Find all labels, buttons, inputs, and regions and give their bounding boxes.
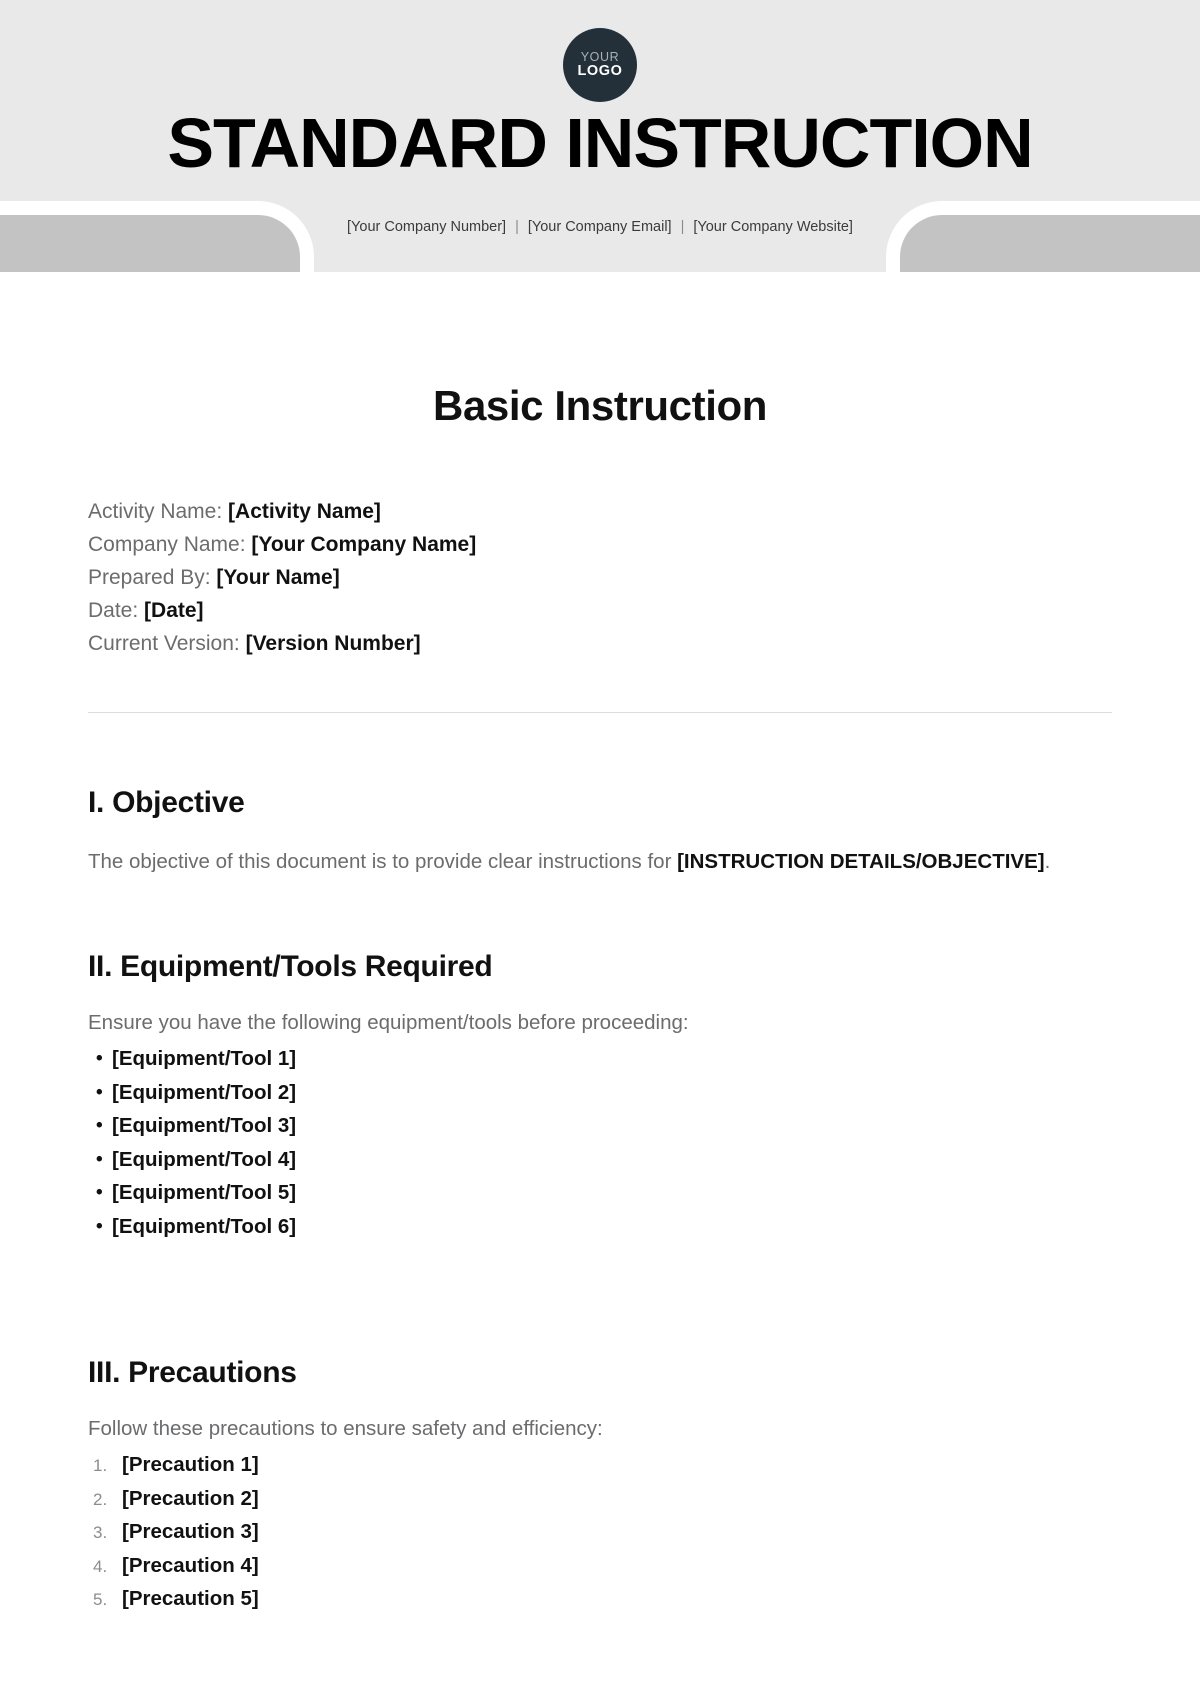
page-title: Basic Instruction xyxy=(433,382,767,429)
meta-label-current-version: Current Version: xyxy=(88,632,240,655)
contact-separator-2: | xyxy=(680,219,685,235)
section-divider xyxy=(88,712,1112,713)
company-website[interactable]: [Your Company Website] xyxy=(693,219,853,235)
list-item[interactable]: • [Equipment/Tool 2] xyxy=(88,1076,1112,1110)
equipment-list xyxy=(88,1042,1112,1243)
logo-text-logo: LOGO xyxy=(577,62,623,79)
meta-value-company-name[interactable]: [Your Company Name] xyxy=(251,533,477,556)
company-logo-placeholder[interactable] xyxy=(563,28,637,102)
document-header xyxy=(0,0,1200,272)
meta-row-date xyxy=(88,594,1112,627)
meta-row-activity-name xyxy=(88,495,1112,528)
document-body xyxy=(0,382,1200,1616)
list-item[interactable]: • [Equipment/Tool 6] xyxy=(88,1210,1112,1244)
list-item[interactable]: [Precaution 2] xyxy=(122,1486,259,1510)
meta-label-activity-name: Activity Name: xyxy=(88,500,223,523)
equipment-lead-in: Ensure you have the following equipment/tools before proceeding: xyxy=(88,1011,689,1034)
meta-value-prepared-by[interactable]: [Your Name] xyxy=(216,566,340,589)
list-item[interactable]: • [Equipment/Tool 1] xyxy=(88,1042,1112,1076)
company-email[interactable]: [Your Company Email] xyxy=(527,219,672,235)
list-item[interactable]: [Precaution 3] xyxy=(122,1520,259,1543)
contact-separator-1: | xyxy=(515,219,519,235)
list-item[interactable]: [Precaution 5] xyxy=(122,1587,259,1610)
document-title: STANDARD INSTRUCTION xyxy=(167,104,1033,182)
meta-row-company-name xyxy=(88,528,1112,561)
objective-paragraph-lead: The objective of this document is to provide clear instructions for xyxy=(88,850,678,873)
list-item[interactable]: [Precaution 1] xyxy=(122,1453,259,1476)
meta-value-date[interactable]: [Date] xyxy=(144,599,204,622)
precautions-list xyxy=(88,1448,1112,1616)
heading-equipment-tools-required: II. Equipment/Tools Required xyxy=(88,950,493,983)
heading-precautions: III. Precautions xyxy=(88,1356,297,1389)
meta-value-current-version[interactable]: [Version Number] xyxy=(245,632,421,655)
list-item[interactable]: • [Equipment/Tool 5] xyxy=(88,1176,1112,1210)
precautions-lead-in: Follow these precautions to ensure safety and efficiency: xyxy=(88,1417,603,1440)
meta-row-current-version xyxy=(88,627,1112,660)
meta-label-date: Date: xyxy=(88,599,139,622)
list-item[interactable]: [Precaution 4] xyxy=(122,1553,259,1577)
logo-text-your: YOUR xyxy=(580,49,620,64)
objective-paragraph xyxy=(88,844,1112,879)
meta-label-prepared-by: Prepared By: xyxy=(88,566,211,589)
meta-row-prepared-by xyxy=(88,561,1112,594)
company-contact-line xyxy=(0,219,1200,235)
document-metadata xyxy=(88,495,1112,660)
objective-paragraph-tail: . xyxy=(1044,850,1051,873)
company-phone[interactable]: [Your Company Number] xyxy=(347,219,507,235)
list-item[interactable]: • [Equipment/Tool 4] xyxy=(88,1143,1112,1177)
list-item[interactable]: • [Equipment/Tool 3] xyxy=(88,1109,1112,1143)
meta-label-company-name: Company Name: xyxy=(88,533,246,556)
meta-value-activity-name[interactable]: [Activity Name] xyxy=(228,500,381,523)
heading-objective: I. Objective xyxy=(88,786,245,819)
objective-placeholder[interactable]: [INSTRUCTION DETAILS/OBJECTIVE] xyxy=(677,850,1045,873)
